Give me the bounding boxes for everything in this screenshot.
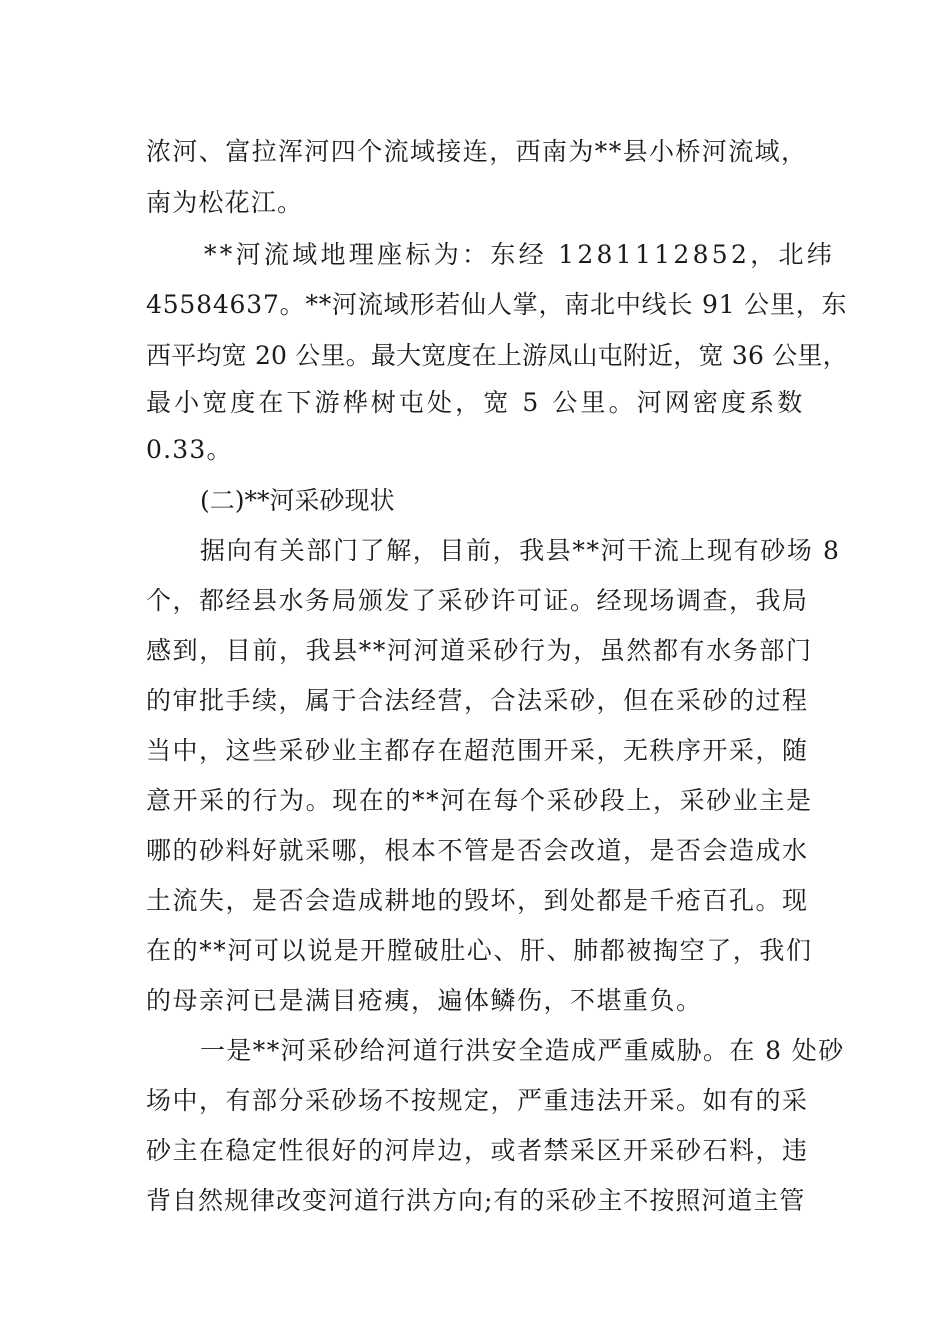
text-line: 西平均宽 20 公里。最大宽度在上游凤山屯附近，宽 36 公里， xyxy=(146,341,848,370)
text-line: **河流域地理座标为：东经 1281112852，北纬 xyxy=(204,240,836,269)
text-line: 当中，这些采砂业主都存在超范围开采，无秩序开采，随 xyxy=(146,736,809,765)
text-line: 45584637。**河流域形若仙人掌，南北中线长 91 公里，东 xyxy=(146,290,848,319)
text-line: 哪的砂料好就采哪，根本不管是否会改道，是否会造成水 xyxy=(146,836,809,865)
text-line: 感到，目前，我县**河河道采砂行为，虽然都有水务部门 xyxy=(146,636,813,665)
text-line: 砂主在稳定性很好的河岸边，或者禁采区开采砂石料，违 xyxy=(146,1136,809,1165)
text-line: 浓河、富拉浑河四个流域接连，西南为**县小桥河流域， xyxy=(146,137,808,166)
text-line: 个，都经县水务局颁发了采砂许可证。经现场调查，我局 xyxy=(146,586,809,615)
text-line: 背自然规律改变河道行洪方向;有的采砂主不按照河道主管 xyxy=(146,1186,806,1215)
text-line: 南为松花江。 xyxy=(146,188,304,217)
text-line: 的母亲河已是满目疮痍，遍体鳞伤，不堪重负。 xyxy=(146,986,703,1015)
text-line: 的审批手续，属于合法经营，合法采砂，但在采砂的过程 xyxy=(146,686,809,715)
text-line: 0.33。 xyxy=(146,435,233,464)
text-line: 最小宽度在下游桦树屯处，宽 5 公里。河网密度系数 xyxy=(146,388,806,417)
text-line: 场中，有部分采砂场不按规定，严重违法开采。如有的采 xyxy=(146,1086,809,1115)
text-line: 一是**河采砂给河道行洪安全造成严重威胁。在 8 处砂 xyxy=(200,1036,845,1065)
text-line: 土流失，是否会造成耕地的毁坏，到处都是千疮百孔。现 xyxy=(146,886,809,915)
section-heading: (二)**河采砂现状 xyxy=(200,486,395,515)
text-line: 意开采的行为。现在的**河在每个采砂段上，采砂业主是 xyxy=(146,786,813,815)
text-line: 在的**河可以说是开膛破肚心、肝、肺都被掏空了，我们 xyxy=(146,936,813,965)
text-line: 据向有关部门了解，目前，我县**河干流上现有砂场 8 xyxy=(200,536,841,565)
